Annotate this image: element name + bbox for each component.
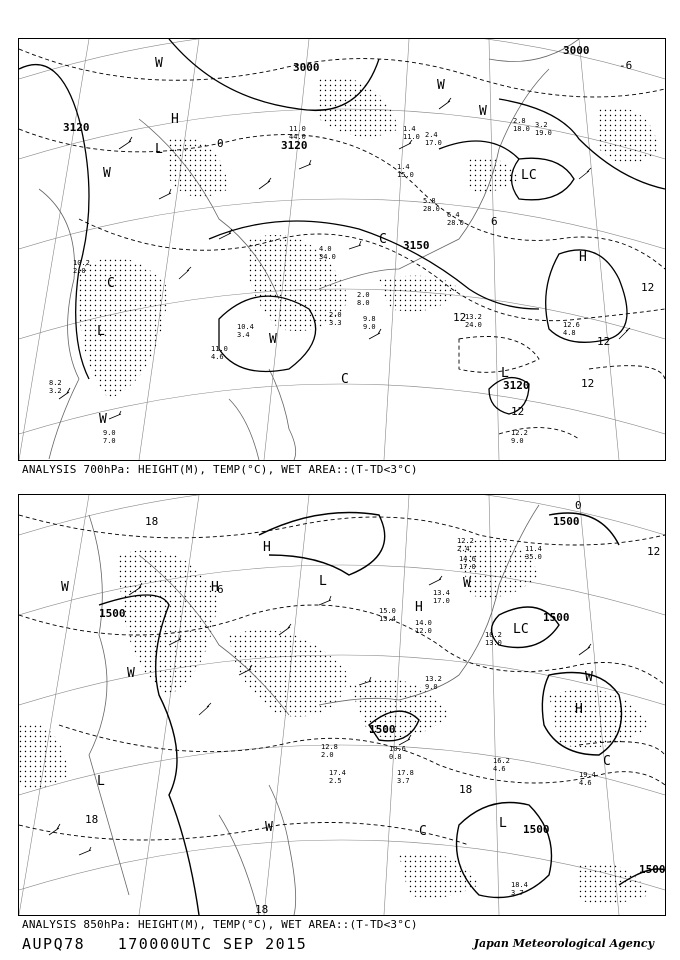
station-value: 13.2 9.0 — [425, 675, 442, 691]
warm-marker: W — [127, 666, 135, 681]
pressure-system-symbol: L — [97, 324, 105, 339]
warm-marker: W — [437, 78, 445, 93]
pressure-system-symbol: H — [579, 250, 587, 265]
temp-label: 12 — [581, 377, 595, 390]
height-label: 1500 — [639, 863, 665, 876]
temp-label: 6 — [217, 583, 224, 596]
temp-label: 6 — [491, 215, 498, 228]
warm-marker: W — [265, 820, 273, 835]
pressure-system-symbol: L — [499, 816, 507, 831]
pressure-system-symbol: H — [415, 600, 423, 615]
station-value: 17.4 2.5 — [329, 769, 346, 785]
station-value: 2.4 17.0 — [425, 131, 442, 147]
station-value: 18.4 3.7 — [511, 881, 528, 897]
station-value: 11.0 4.6 — [211, 345, 228, 361]
warm-marker: W — [61, 580, 69, 595]
temp-label: 0 — [575, 499, 582, 512]
temp-label: 18 — [145, 515, 159, 528]
pressure-system-symbol: L — [319, 574, 327, 589]
station-value: 1.4 11.0 — [403, 125, 420, 141]
station-value: 14.0 12.0 — [415, 619, 432, 635]
temp-label: 18 — [85, 813, 99, 826]
pressure-system-symbol: C — [107, 276, 115, 291]
caption-850hpa: ANALYSIS 850hPa: HEIGHT(M), TEMP(°C), WET AREA::(T-TD<3°C) — [22, 918, 418, 931]
warm-marker: W — [585, 670, 593, 685]
map-850hpa-svg — [19, 495, 665, 915]
height-label: 3120 — [63, 121, 90, 134]
station-value: 19.4 4.6 — [579, 771, 596, 787]
temp-label: 12 — [453, 311, 467, 324]
chart-700hpa — [18, 38, 666, 461]
height-label: 3150 — [403, 239, 430, 252]
temp-label: 18 — [255, 903, 269, 915]
height-label: 3120 — [281, 139, 308, 152]
map-700hpa-svg — [19, 39, 665, 460]
station-value: 15.0 13.4 — [379, 607, 396, 623]
warm-marker: W — [269, 332, 277, 347]
height-label: 3120 — [503, 379, 530, 392]
station-value: 1.4 15.0 — [397, 163, 414, 179]
warm-marker: W — [155, 56, 163, 71]
pressure-system-symbol: L — [97, 774, 105, 789]
product-code: AUPQ78 — [22, 935, 86, 953]
height-label: 1500 — [523, 823, 550, 836]
pressure-system-symbol: LC — [513, 622, 529, 637]
wet-areas — [19, 539, 649, 904]
valid-time: 170000UTC SEP 2015 — [117, 935, 308, 953]
temp-label: 0 — [217, 137, 224, 150]
station-value: 12.6 4.8 — [563, 321, 580, 337]
station-value: 17.8 3.7 — [397, 769, 414, 785]
agency-name: Japan Meteorological Agency — [473, 937, 654, 950]
height-label: 1500 — [543, 611, 570, 624]
station-value: 3.2 19.0 — [535, 121, 552, 137]
pressure-system-symbol: C — [603, 754, 611, 769]
station-value: 11.0 44.0 — [289, 125, 306, 141]
pressure-system-symbol: C — [379, 232, 387, 247]
station-value: 9.8 9.0 — [363, 315, 376, 331]
station-value: 11.4 35.0 — [525, 545, 542, 561]
temp-label: 18 — [459, 783, 473, 796]
station-value: 2.0 3.3 — [329, 311, 342, 327]
height-label: 1500 — [369, 723, 396, 736]
station-value: 6.4 28.0 — [447, 211, 464, 227]
height-label: 3000 — [293, 61, 320, 74]
pressure-system-symbol: H — [263, 540, 271, 555]
pressure-system-symbol: L — [155, 142, 163, 157]
height-label: 3000 — [563, 44, 590, 57]
pressure-system-symbol: LC — [521, 168, 537, 183]
station-value: 12.2 2.4 — [457, 537, 474, 553]
pressure-system-symbol: H — [211, 580, 219, 595]
warm-marker: W — [463, 576, 471, 591]
station-value: 5.8 28.0 — [423, 197, 440, 213]
wind-barbs — [59, 98, 630, 419]
height-label: 1500 — [99, 607, 126, 620]
station-value: 12.8 2.0 — [321, 743, 338, 759]
station-value: 2.0 8.0 — [357, 291, 370, 307]
station-value: 8.2 3.2 — [49, 379, 62, 395]
station-value: 12.2 9.0 — [511, 429, 528, 445]
station-value: 4.0 34.0 — [319, 245, 336, 261]
caption-700hpa: ANALYSIS 700hPa: HEIGHT(M), TEMP(°C), WET AREA::(T-TD<3°C) — [22, 463, 418, 476]
station-value: 13.4 17.0 — [433, 589, 450, 605]
station-value: 13.2 24.0 — [465, 313, 482, 329]
station-value: 10.2 13.0 — [485, 631, 502, 647]
temp-label: 12 — [641, 281, 655, 294]
pressure-system-symbol: C — [419, 824, 427, 839]
warm-marker: W — [99, 412, 107, 427]
temp-label: -6 — [619, 59, 633, 72]
station-value: 9.0 7.0 — [103, 429, 116, 445]
height-label: 1500 — [553, 515, 580, 528]
station-value: 2.8 18.0 — [513, 117, 530, 133]
pressure-system-symbol: H — [575, 702, 583, 717]
station-value: 10.2 2.0 — [73, 259, 90, 275]
chart-850hpa — [18, 494, 666, 916]
product-id-line — [22, 935, 329, 953]
pressure-system-symbol: C — [341, 372, 349, 387]
pressure-system-symbol: H — [171, 112, 179, 127]
station-value: 14.6 17.0 — [459, 555, 476, 571]
station-value: 16.2 4.6 — [493, 757, 510, 773]
pressure-system-symbol: L — [501, 366, 509, 381]
warm-marker: W — [103, 166, 111, 181]
wet-areas — [78, 78, 659, 399]
temp-label: 12 — [597, 335, 611, 348]
station-value: 10.6 0.8 — [389, 745, 406, 761]
station-value: 10.4 3.4 — [237, 323, 254, 339]
temp-label: 12 — [647, 545, 661, 558]
warm-marker: W — [479, 104, 487, 119]
temp-label: 12 — [511, 405, 525, 418]
